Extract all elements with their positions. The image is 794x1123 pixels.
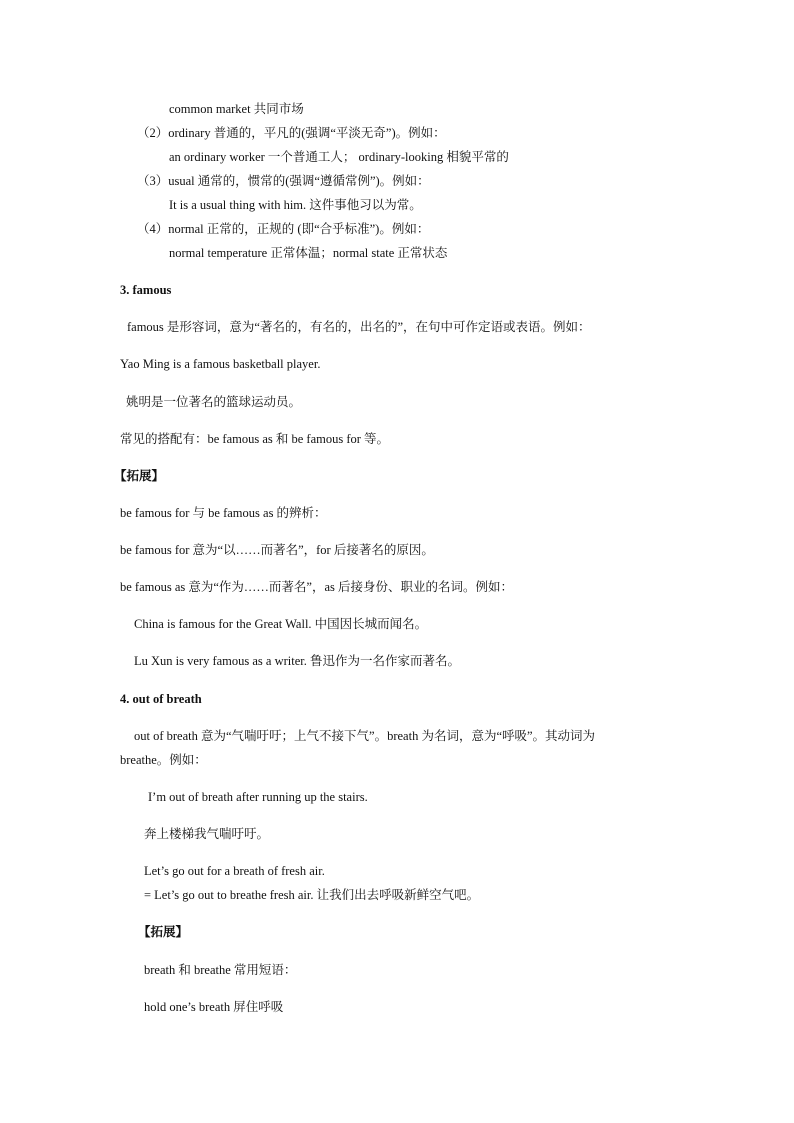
text-line-collocations: 常见的搭配有：be famous as 和 be famous for 等。 <box>120 432 390 446</box>
expansion-label: 【拓展】 <box>114 469 165 483</box>
text-line-normal: （4）normal 正常的，正规的 (即“合乎标准”)。例如： <box>137 222 430 236</box>
text-line-yao-ming-translation: 姚明是一位著名的篮球运动员。 <box>126 395 302 409</box>
text-line-usual-example: It is a usual thing with him. 这件事他习以为常。 <box>169 198 422 212</box>
text-line-ordinary: （2）ordinary 普通的，平凡的(强调“平淡无奇”)。例如： <box>137 126 446 140</box>
section-heading-out-of-breath: 4. out of breath <box>120 692 202 706</box>
text-line-fresh-air-example: Let’s go out for a breath of fresh air. <box>144 864 325 878</box>
text-line-out-of-breath-definition: out of breath 意为“气喘吁吁；上气不接下气”。breath 为名词，意为“呼吸”。其动词为 <box>134 729 596 743</box>
section-heading-famous: 3. famous <box>120 283 172 297</box>
text-line-common-market: common market 共同市场 <box>169 102 304 116</box>
text-line-normal-examples: normal temperature 正常体温；normal state 正常状态 <box>169 246 448 260</box>
text-line-comparison-title: be famous for 与 be famous as 的辨析： <box>120 506 327 520</box>
text-line-yao-ming: Yao Ming is a famous basketball player. <box>120 357 321 371</box>
text-line-stairs-example: I’m out of breath after running up the stairs. <box>148 790 368 804</box>
text-line-china-example: China is famous for the Great Wall. 中国因长城而闻名。 <box>134 617 428 631</box>
text-line-usual: （3）usual 通常的，惯常的(强调“遵循常例”)。例如： <box>137 174 430 188</box>
text-line-breathe-example-label: breathe。例如： <box>120 753 207 767</box>
text-line-famous-definition: famous 是形容词，意为“著名的，有名的，出名的”，在句中可作定语或表语。例如： <box>127 320 591 334</box>
text-line-stairs-translation: 奔上楼梯我气喘吁吁。 <box>144 827 270 841</box>
text-line-hold-breath: hold one’s breath 屏住呼吸 <box>144 1000 284 1014</box>
text-line-famous-as: be famous as 意为“作为……而著名”，as 后接身份、职业的名词。例如： <box>120 580 514 594</box>
text-line-breathe-fresh-air: = Let’s go out to breathe fresh air. 让我们出去呼吸新鲜空气吧。 <box>144 888 480 902</box>
expansion-label-2: 【拓展】 <box>138 925 189 939</box>
text-line-famous-for: be famous for 意为“以……而著名”，for 后接著名的原因。 <box>120 543 434 557</box>
text-line-breath-phrases-title: breath 和 breathe 常用短语： <box>144 963 297 977</box>
text-line-ordinary-examples: an ordinary worker 一个普通工人； ordinary-looking 相貌平常的 <box>169 150 509 164</box>
text-line-lu-xun-example: Lu Xun is very famous as a writer. 鲁迅作为一名作家而著名。 <box>134 654 461 668</box>
